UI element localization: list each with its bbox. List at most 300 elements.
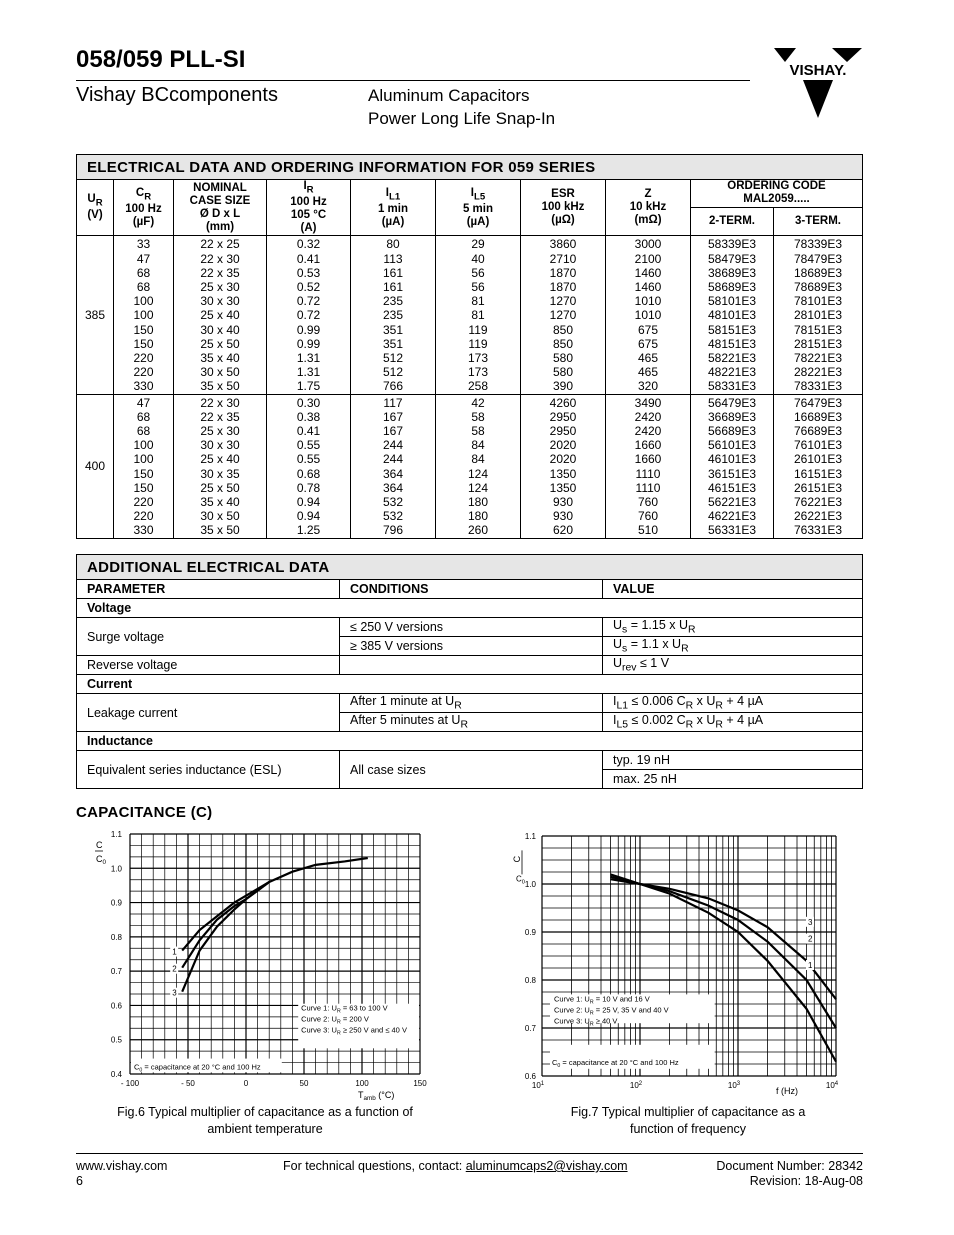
cell-value: 35 x 50: [200, 523, 240, 538]
cell-value: 113: [383, 251, 403, 266]
cell-value: 78479E3: [793, 251, 843, 266]
cell-value: 1.31: [296, 350, 321, 365]
y-tick-label: 0.8: [524, 976, 536, 985]
x-tick-label: 50: [299, 1079, 309, 1088]
cell-value: 580: [552, 365, 574, 380]
cell-value: 46221E3: [707, 509, 757, 524]
contact-email-link[interactable]: aluminumcaps2@vishay.com: [465, 1159, 628, 1173]
group-400: [77, 394, 863, 538]
z-cell: [606, 236, 691, 394]
ir-cell: [267, 394, 351, 538]
cond-surge-2: ≥ 385 V versions: [340, 637, 603, 656]
curve-label-3: 3: [808, 917, 813, 927]
cell-value: 0.41: [296, 251, 321, 266]
cell-value: 2950: [549, 409, 577, 424]
value-leak-2: $I_{L5} \le 0.002$ $C_R$ x $U_R + 4$ µA: [603, 713, 863, 732]
col-case-size: NOMINAL CASE SIZE Ø D x L (mm): [174, 180, 267, 236]
page-title: 058/059 PLL-SI: [76, 46, 246, 73]
cell-value: 0.72: [296, 294, 321, 309]
subtitle-line-1: Aluminum Capacitors: [368, 86, 530, 105]
legend-entry: Curve 3: $U_R \ge 40$ V: [554, 1016, 618, 1028]
cell-value: 235: [382, 308, 404, 323]
cell-value: 4260: [549, 395, 577, 410]
cr-cell: [114, 394, 174, 538]
cell-value: 1110: [635, 480, 661, 495]
legend-entry: Curve 2: $U_R = 25$ V, 35 V and 40 V: [554, 1005, 669, 1017]
cell-value: 1460: [634, 265, 662, 280]
cell-value: 150: [133, 466, 154, 481]
y-tick-label: 0.6: [110, 1001, 122, 1011]
voltage-cell: 400: [77, 394, 114, 538]
cell-value: 0.32: [296, 237, 321, 252]
cell-value: 26221E3: [793, 509, 843, 524]
reference-note: $C_0$ = capacitance at 20 °C and 100 Hz: [552, 1058, 679, 1069]
term2-cell: [691, 394, 774, 538]
y-tick-label: 0.7: [524, 1024, 536, 1033]
footer-rule: [76, 1153, 863, 1154]
cell-value: 56331E3: [707, 523, 757, 538]
cr-cell: [114, 236, 174, 394]
col-parameter: PARAMETER: [77, 580, 340, 599]
cell-value: 25 x 50: [200, 480, 240, 495]
legend-entry: Curve 3: $U_R \ge 250$ V and ≤ 40 V: [301, 1025, 407, 1037]
cell-value: 48221E3: [707, 365, 757, 380]
il5-cell: [436, 394, 521, 538]
cell-value: 46101E3: [707, 452, 757, 467]
cell-value: 58689E3: [707, 279, 757, 294]
capacitance-section-title: CAPACITANCE (C): [76, 804, 213, 821]
cell-value: 76221E3: [793, 494, 843, 509]
cell-value: 22 x 35: [200, 409, 240, 424]
cell-value: 3000: [634, 237, 662, 252]
param-surge-voltage: Surge voltage: [77, 618, 340, 656]
cell-value: 58: [471, 423, 485, 438]
esr-cell: [521, 394, 606, 538]
cell-value: 117: [383, 395, 403, 410]
x-tick-label: 0: [243, 1079, 249, 1088]
cell-value: 68: [136, 409, 151, 424]
cell-value: 26151E3: [793, 480, 843, 495]
cell-value: 620: [552, 523, 574, 538]
cell-value: 30 x 30: [200, 294, 240, 309]
cell-value: 58339E3: [707, 237, 757, 252]
col-z: Z 10 kHz (mΩ): [606, 180, 691, 236]
cell-value: 161: [382, 279, 404, 294]
cell-value: 173: [467, 365, 489, 380]
col-value: VALUE: [603, 580, 863, 599]
cell-value: 56: [471, 279, 485, 294]
curve-label-1: 1: [172, 947, 177, 957]
cell-value: 512: [382, 350, 404, 365]
cell-value: 46151E3: [707, 480, 757, 495]
cell-value: 56689E3: [707, 423, 757, 438]
cell-value: 35 x 40: [200, 350, 240, 365]
cell-value: 30 x 40: [200, 322, 240, 337]
x-tick-label: $10^3$: [727, 1081, 741, 1090]
cell-value: 330: [133, 523, 154, 538]
cell-value: 100: [133, 452, 154, 467]
value-esl-max: max. 25 nH: [603, 770, 863, 789]
cell-value: 235: [382, 294, 404, 309]
cell-value: 80: [386, 237, 400, 252]
cell-value: 766: [382, 379, 404, 394]
cell-value: 150: [133, 336, 154, 351]
il1-cell: [351, 394, 436, 538]
cell-value: 18689E3: [793, 265, 843, 280]
product-subtitle: [368, 84, 555, 130]
cell-value: 1010: [634, 294, 662, 309]
cell-value: 2420: [634, 409, 662, 424]
col-cr: $C_R$ 100 Hz (µF): [114, 180, 174, 236]
curve-label-1: 1: [808, 961, 813, 970]
cell-value: 260: [467, 523, 489, 538]
cell-value: 364: [382, 480, 404, 495]
cell-value: 81: [471, 294, 485, 309]
col-conditions: CONDITIONS: [340, 580, 603, 599]
cell-value: 56479E3: [707, 395, 757, 410]
cell-value: 33: [136, 237, 151, 252]
cell-value: 16151E3: [793, 466, 843, 481]
legend-entry: Curve 2: $U_R = 200$ V: [301, 1014, 369, 1026]
cell-value: 150: [133, 480, 154, 495]
cell-value: 76479E3: [793, 395, 843, 410]
additional-electrical-table: [76, 554, 863, 789]
electrical-data-table: [76, 154, 863, 539]
cell-value: 76689E3: [793, 423, 843, 438]
cell-value: 0.78: [296, 480, 321, 495]
curve-label-3: 3: [172, 988, 177, 998]
cell-value: 30 x 50: [200, 509, 240, 524]
cell-value: 2710: [549, 251, 577, 266]
cell-value: 25 x 50: [200, 336, 240, 351]
cell-value: 930: [552, 509, 574, 524]
cell-value: 1350: [549, 480, 577, 495]
cell-value: 119: [468, 336, 488, 351]
cell-value: 532: [382, 494, 404, 509]
cell-value: 351: [382, 336, 404, 351]
cell-value: 47: [136, 395, 151, 410]
x-tick-label: 150: [413, 1079, 427, 1088]
subtitle-line-2: Power Long Life Snap-In: [368, 109, 556, 128]
company-name: Vishay BCcomponents: [76, 84, 278, 106]
cell-value: 2950: [549, 423, 577, 438]
cell-value: 364: [382, 466, 404, 481]
x-axis-label: $T_{amb}$ (°C): [358, 1090, 395, 1102]
svg-text:VISHAY.: VISHAY.: [789, 62, 847, 79]
x-tick-label: - 50: [181, 1079, 195, 1088]
x-tick-label: $10^1$: [531, 1081, 545, 1090]
cell-value: 1270: [549, 294, 577, 309]
page-number: 6: [76, 1174, 83, 1188]
cell-value: 0.38: [296, 409, 321, 424]
curve-label-2: 2: [172, 964, 177, 974]
cell-value: 850: [552, 336, 574, 351]
fig6-temperature-chart: [90, 826, 440, 1104]
cell-value: 58221E3: [707, 350, 757, 365]
col-esr: ESR 100 kHz (µΩ): [521, 180, 606, 236]
cell-value: 1460: [634, 279, 662, 294]
cell-value: 0.41: [296, 423, 321, 438]
y-axis-label-c: C: [96, 840, 103, 850]
cell-value: 180: [467, 494, 489, 509]
cell-value: 25 x 40: [200, 452, 240, 467]
curve-label-2: 2: [808, 934, 813, 944]
cell-value: 850: [552, 322, 574, 337]
cell-value: 244: [382, 452, 404, 467]
voltage-cell: 385: [77, 236, 114, 394]
cell-value: 58151E3: [707, 322, 757, 337]
esr-cell: [521, 236, 606, 394]
cell-value: 167: [382, 423, 404, 438]
cell-value: 35 x 50: [200, 379, 240, 394]
y-tick-label: 0.6: [524, 1072, 536, 1081]
cell-value: 124: [467, 466, 489, 481]
col-ordering-code: ORDERING CODE MAL2059.....: [691, 180, 863, 208]
y-axis-label-c0: $C_0$: [96, 854, 107, 866]
y-tick-label: 1.1: [110, 830, 122, 839]
col-3-term: 3-TERM.: [774, 207, 863, 236]
cell-value: 76331E3: [793, 523, 843, 538]
footer-right: [716, 1159, 863, 1189]
cell-value: 22 x 30: [200, 251, 240, 266]
cell-value: 675: [637, 336, 659, 351]
value-surge-1: $U_s = 1.15$ x $U_R$: [603, 618, 863, 637]
cond-leak-1: After 1 minute at $U_R$: [340, 694, 603, 713]
z-cell: [606, 394, 691, 538]
cell-value: 2020: [549, 438, 577, 453]
y-axis-label-c0: $C_0$: [516, 874, 525, 886]
term2-cell: [691, 236, 774, 394]
curve-2: [182, 882, 269, 968]
cond-esl: All case sizes: [340, 751, 603, 789]
cell-value: 150: [133, 322, 154, 337]
param-reverse-voltage: Reverse voltage: [77, 656, 340, 675]
cell-value: 1350: [549, 466, 577, 481]
value-leak-1: $I_{L1} \le 0.006$ $C_R$ x $U_R + 4$ µA: [603, 694, 863, 713]
cell-value: 220: [133, 365, 154, 380]
col-il1: $I_{L1}$ 1 min (µA): [351, 180, 436, 236]
cell-value: 0.94: [296, 509, 321, 524]
cell-value: 36151E3: [707, 466, 757, 481]
cell-value: 1270: [549, 308, 577, 323]
cell-value: 42: [471, 395, 485, 410]
y-tick-label: 0.4: [110, 1070, 122, 1079]
group-voltage: Voltage: [77, 599, 863, 618]
header-rule: [76, 80, 750, 81]
il5-cell: [436, 236, 521, 394]
cell-value: 26101E3: [793, 452, 843, 467]
footer-contact: For technical questions, contact: aluminumcaps2@vishay.com: [283, 1159, 628, 1173]
cell-value: 760: [637, 494, 659, 509]
group-inductance: Inductance: [77, 732, 863, 751]
table2-title: ADDITIONAL ELECTRICAL DATA: [77, 555, 863, 580]
y-tick-label: 0.9: [524, 928, 536, 937]
cell-value: 40: [471, 251, 485, 266]
value-esl-typ: typ. 19 nH: [603, 751, 863, 770]
col-ur: $U_R$ (V): [77, 180, 114, 236]
cell-value: 320: [637, 379, 659, 394]
group-385: [77, 236, 863, 394]
cell-value: 36689E3: [707, 409, 757, 424]
cell-value: 167: [382, 409, 404, 424]
cell-value: 0.52: [296, 279, 321, 294]
cell-value: 68: [136, 423, 151, 438]
cell-value: 84: [471, 452, 485, 467]
cell-value: 58101E3: [707, 294, 757, 309]
vishay-logo: [770, 44, 866, 120]
y-tick-label: 1.1: [524, 832, 536, 841]
cell-value: 35 x 40: [200, 494, 240, 509]
cell-value: 0.99: [296, 322, 321, 337]
cell-value: 390: [552, 379, 574, 394]
cell-value: 100: [133, 294, 154, 309]
param-leakage-current: Leakage current: [77, 694, 340, 732]
cell-value: 25 x 40: [200, 308, 240, 323]
cell-value: 220: [133, 350, 154, 365]
y-tick-label: 0.7: [110, 967, 122, 977]
y-tick-label: 1.0: [524, 880, 536, 889]
cell-value: 1660: [634, 452, 662, 467]
fig7-frequency-chart: [508, 826, 848, 1104]
document-number: Document Number: 28342: [716, 1159, 863, 1173]
cell-value: 512: [382, 365, 404, 380]
cell-value: 161: [382, 265, 404, 280]
col-il5: $I_{L5}$ 5 min (µA): [436, 180, 521, 236]
cell-value: 100: [133, 438, 154, 453]
cell-value: 0.94: [296, 494, 321, 509]
cell-value: 532: [382, 509, 404, 524]
cell-value: 220: [133, 494, 154, 509]
x-tick-label: $10^4$: [825, 1081, 839, 1090]
term3-cell: [774, 236, 863, 394]
cell-value: 30 x 35: [200, 466, 240, 481]
cell-value: 0.72: [296, 308, 321, 323]
cell-value: 68: [136, 265, 151, 280]
cell-value: 78689E3: [793, 279, 843, 294]
ir-cell: [267, 236, 351, 394]
cell-value: 173: [467, 350, 489, 365]
cell-value: 28151E3: [793, 336, 843, 351]
group-current: Current: [77, 675, 863, 694]
cell-value: 58331E3: [707, 379, 757, 394]
reference-note: $C_0$ = capacitance at 20 °C and 100 Hz: [134, 1062, 261, 1074]
cell-value: 760: [637, 509, 659, 524]
cell-value: 465: [637, 365, 659, 380]
cell-value: 22 x 25: [200, 237, 240, 252]
y-tick-label: 1.0: [110, 864, 122, 874]
cell-value: 68: [136, 279, 151, 294]
x-tick-label: 100: [355, 1079, 369, 1088]
y-tick-label: 0.5: [110, 1035, 122, 1045]
value-surge-2: $U_s = 1.1$ x $U_R$: [603, 637, 863, 656]
cell-value: 16689E3: [793, 409, 843, 424]
cell-value: 81: [471, 308, 485, 323]
cell-value: 48101E3: [707, 308, 757, 323]
cell-value: 78101E3: [793, 294, 843, 309]
y-tick-label: 0.9: [110, 898, 122, 908]
col-ir: $I_R$ 100 Hz 105 °C (A): [267, 180, 351, 236]
cell-value: 330: [133, 379, 154, 394]
cell-value: 675: [637, 322, 659, 337]
cell-value: 0.55: [296, 452, 321, 467]
cell-value: 22 x 30: [200, 395, 240, 410]
cell-value: 0.53: [296, 265, 321, 280]
legend-entry: Curve 1: $U_R = 63$ to 100 V: [301, 1003, 388, 1015]
cell-value: 124: [467, 480, 489, 495]
cell-value: 510: [637, 523, 659, 538]
cell-value: 1.25: [296, 523, 321, 538]
cell-value: 930: [552, 494, 574, 509]
cell-value: 258: [467, 379, 489, 394]
cell-value: 56: [471, 265, 485, 280]
cell-value: 244: [382, 438, 404, 453]
cell-value: 0.99: [296, 336, 321, 351]
cell-value: 1.75: [296, 379, 321, 394]
curve-3: [610, 879, 836, 999]
table1-title: ELECTRICAL DATA AND ORDERING INFORMATION FOR 059 SERIES: [77, 155, 863, 180]
cell-value: 580: [552, 350, 574, 365]
cell-value: 56101E3: [707, 438, 757, 453]
cell-value: 0.30: [296, 395, 321, 410]
cell-value: 220: [133, 509, 154, 524]
cell-value: 30 x 50: [200, 365, 240, 380]
cell-value: 2020: [549, 452, 577, 467]
fig6-caption: Fig.6 Typical multiplier of capacitance as a function of ambient temperature: [117, 1105, 413, 1136]
cell-value: 28221E3: [793, 365, 843, 380]
cell-value: 1870: [549, 279, 577, 294]
y-tick-label: 0.8: [110, 932, 122, 942]
revision-date: Revision: 18-Aug-08: [749, 1174, 863, 1188]
cell-value: 78339E3: [793, 237, 843, 252]
cell-value: 351: [382, 322, 404, 337]
cell-value: 25 x 30: [200, 423, 240, 438]
cell-value: 2100: [634, 251, 662, 266]
cell-value: 56221E3: [707, 494, 757, 509]
cell-value: 1870: [549, 265, 577, 280]
cell-value: 47: [136, 251, 151, 266]
cell-value: 48151E3: [707, 336, 757, 351]
footer-website[interactable]: www.vishay.com: [76, 1159, 168, 1173]
cell-value: 25 x 30: [200, 279, 240, 294]
x-tick-label: - 100: [120, 1079, 140, 1088]
col-2-term: 2-TERM.: [691, 207, 774, 236]
cond-leak-2: After 5 minutes at $U_R$: [340, 713, 603, 732]
cell-value: 1660: [634, 438, 662, 453]
cell-value: 1010: [634, 308, 662, 323]
cond-surge-1: ≤ 250 V versions: [340, 618, 603, 637]
cell-value: 465: [637, 350, 659, 365]
cell-value: 3860: [549, 237, 577, 252]
fig7-caption: Fig.7 Typical multiplier of capacitance as a function of frequency: [570, 1105, 806, 1136]
cell-value: 796: [382, 523, 404, 538]
il1-cell: [351, 236, 436, 394]
cell-value: 78331E3: [793, 379, 843, 394]
cell-value: 119: [468, 322, 488, 337]
value-reverse: $U_{rev} \le 1$ V: [603, 656, 863, 675]
cell-value: 38689E3: [707, 265, 757, 280]
cell-value: 58: [471, 409, 485, 424]
legend-entry: Curve 1: $U_R = 10$ V and 16 V: [554, 994, 650, 1006]
cell-value: 1110: [635, 466, 661, 481]
footer-left: [76, 1159, 167, 1189]
cell-value: 84: [471, 438, 485, 453]
x-axis-label: f (Hz): [776, 1086, 798, 1096]
cell-value: 0.68: [296, 466, 321, 481]
cell-value: 28101E3: [793, 308, 843, 323]
cell-value: 3490: [634, 395, 662, 410]
cell-value: 1.31: [296, 365, 321, 380]
y-axis-label-c: C: [512, 855, 522, 863]
